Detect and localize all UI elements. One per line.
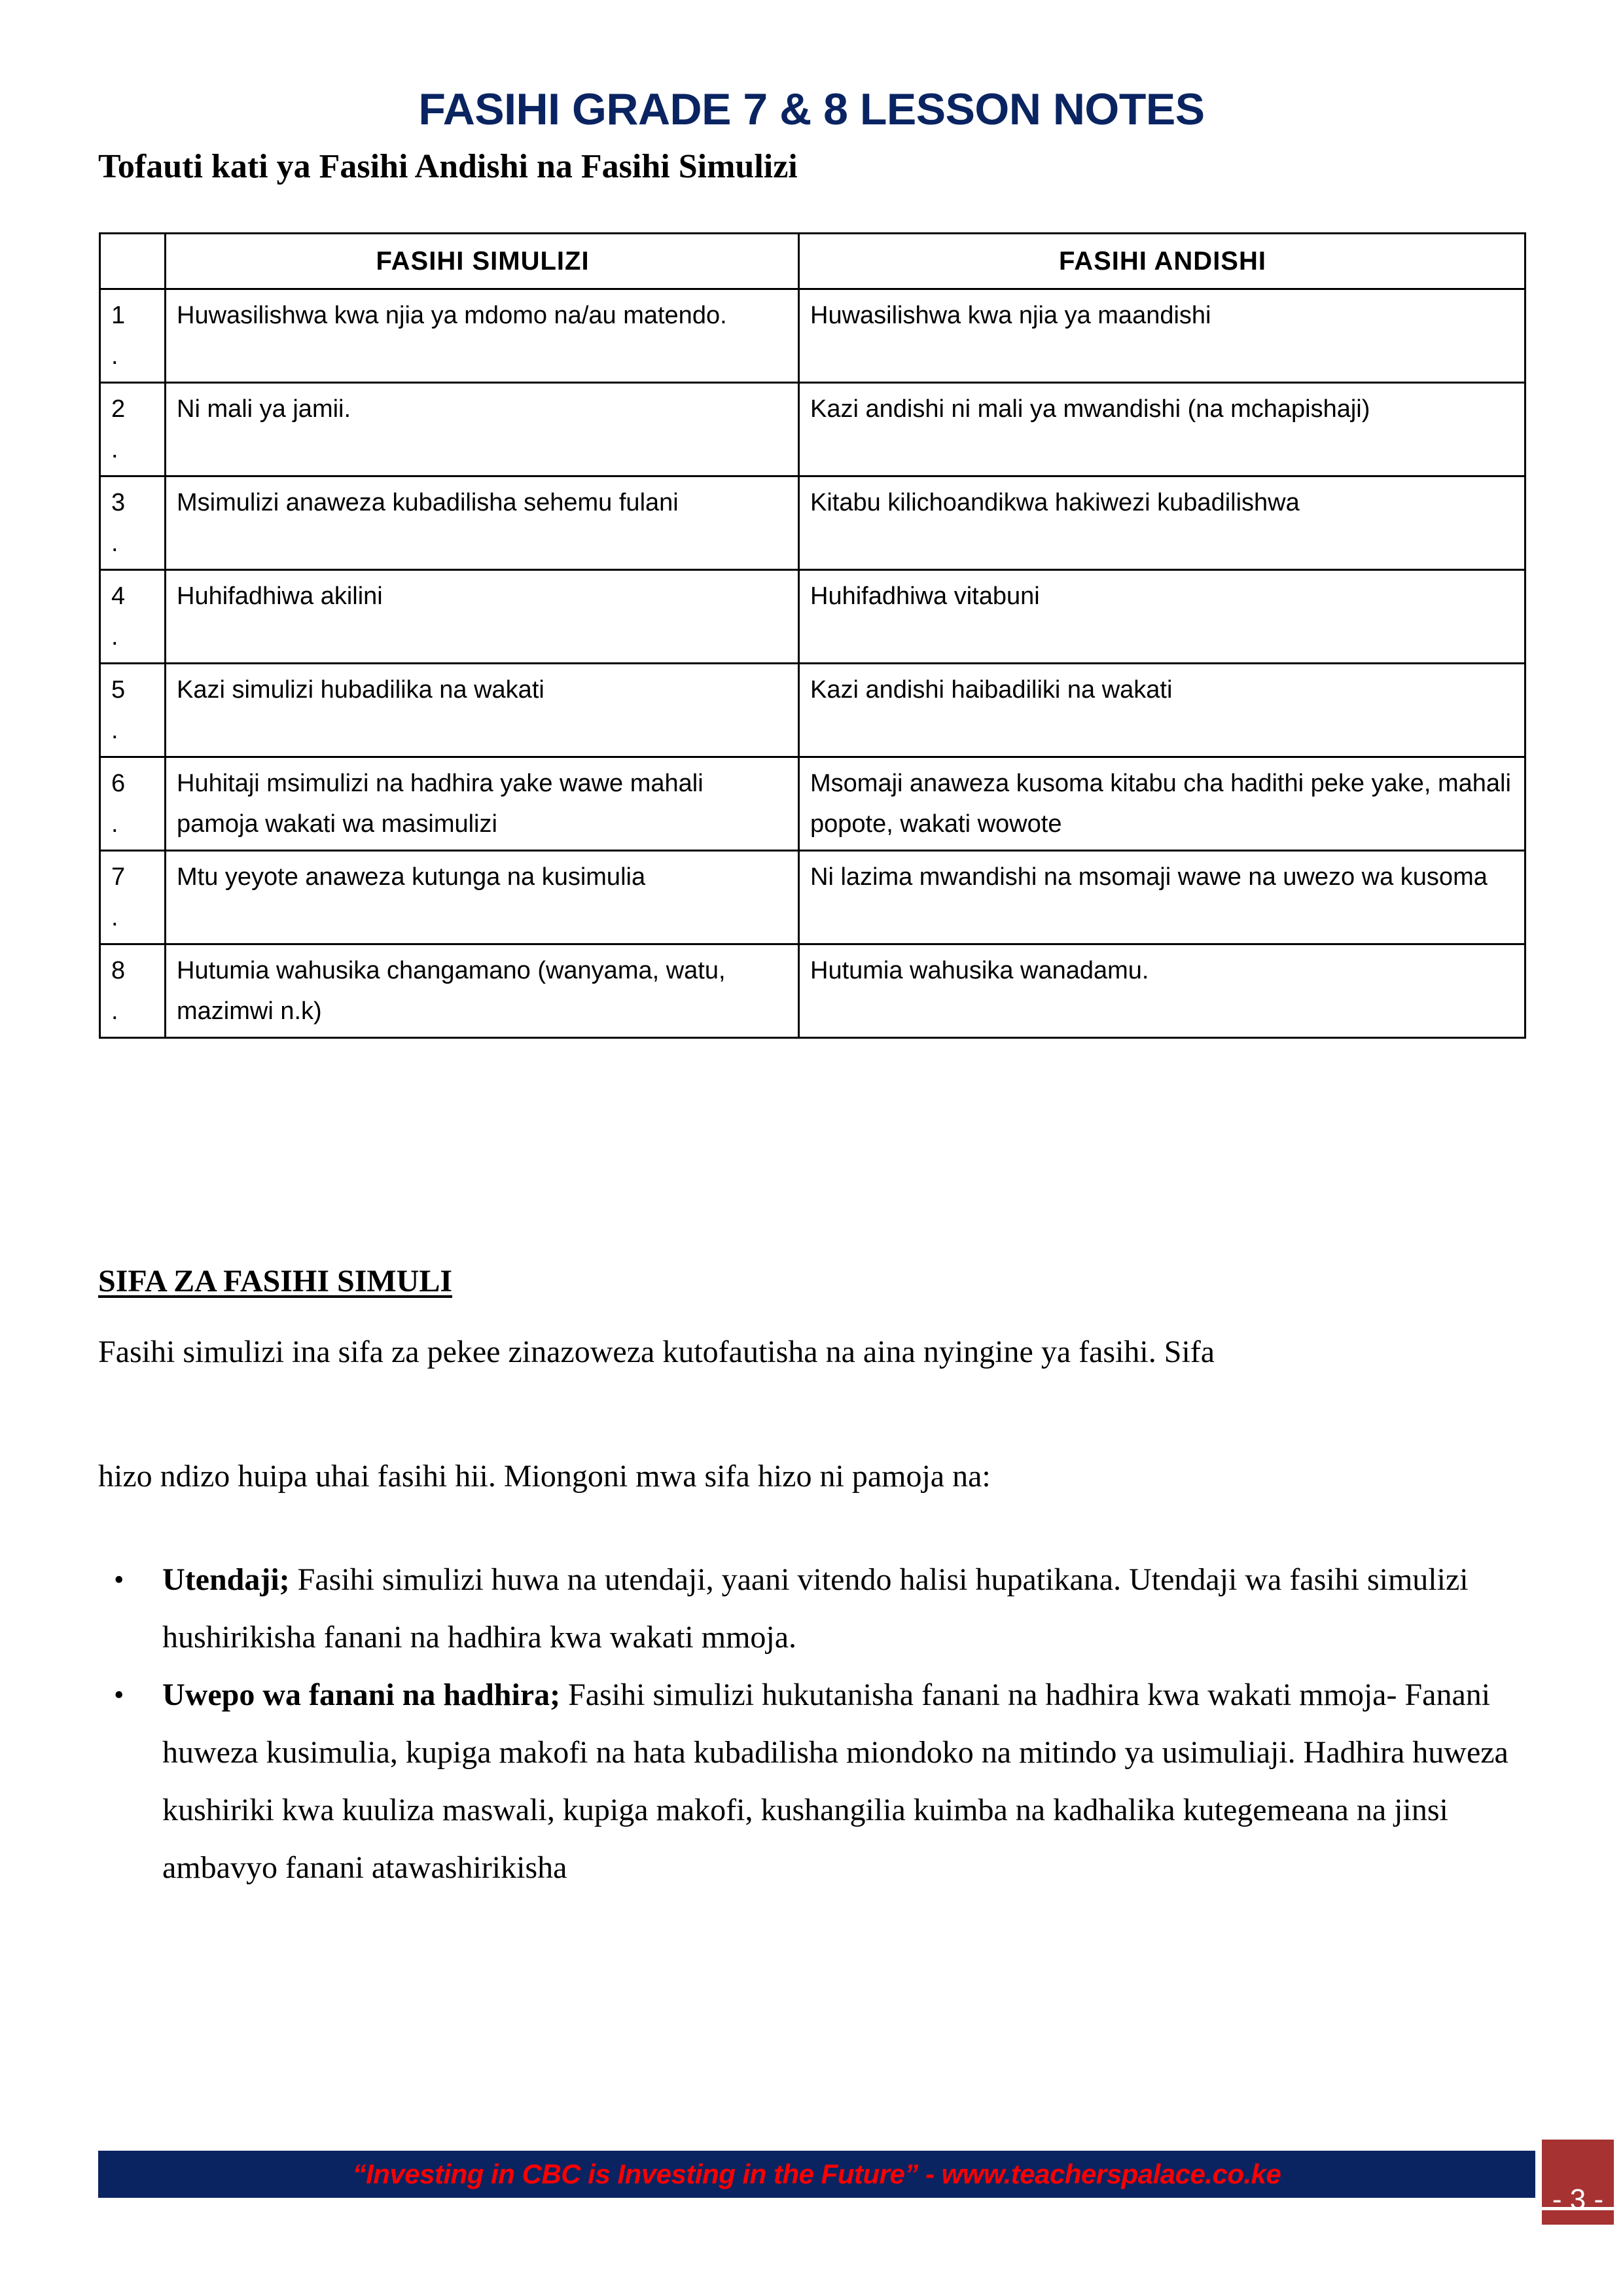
row-number [100,851,166,944]
cell-andishi-text: Hutumia wahusika wanadamu. [810,957,1149,984]
page-subtitle: Tofauti kati ya Fasihi Andishi na Fasihi Simulizi [98,148,798,185]
cell-simulizi [166,851,799,944]
row-number [100,944,166,1038]
table-row [100,476,1525,570]
row-number-digit: 4 [111,583,126,610]
cell-andishi [799,664,1525,757]
comparison-table [99,232,1526,1039]
row-number [100,664,166,757]
cell-simulizi [166,289,799,383]
row-number-dot: . [111,717,118,744]
section-paragraph-2: hizo ndizo huipa uhai fasihi hii. Miongoni mwa sifa hizo ni pamoja na: [98,1459,991,1494]
cell-simulizi-text: Kazi simulizi hubadilika na wakati [177,676,544,704]
bullet-icon: • [114,1679,124,1711]
row-number-dot: . [111,342,118,370]
column-header-fasihi-simulizi: FASIHI SIMULIZI [166,234,799,289]
section-heading-sifa-za-fasihi-simuli: SIFA ZA FASIHI SIMULI [98,1264,453,1299]
cell-simulizi [166,383,799,476]
row-number-dot: . [111,436,118,463]
bullet-body-text: Fasihi simulizi huwa na utendaji, yaani vitendo halisi hupatikana. Utendaji wa fasihi simulizi hushirikisha fanani na hadhira kwa wakati mmoja. [162,1562,1469,1655]
cell-andishi-text: Kazi andishi ni mali ya mwandishi (na mchapishaji) [810,395,1370,423]
cell-andishi [799,944,1525,1038]
table-row [100,664,1525,757]
page-number-badge [1542,2140,1614,2225]
row-number-digit: 8 [111,957,126,984]
cell-andishi-text: Msomaji anaweza kusoma kitabu cha hadithi peke yake, mahali popote, wakati wowote [810,770,1511,838]
row-number-digit: 7 [111,863,126,891]
table-row [100,289,1525,383]
cell-andishi [799,476,1525,570]
cell-andishi-text: Kitabu kilichoandikwa hakiwezi kubadilishwa [810,489,1300,516]
bullet-body-text: Fasihi simulizi hukutanisha fanani na hadhira kwa wakati mmoja- Fanani huweza kusimulia, kupiga makofi na hata kubadilisha miondoko na mitindo ya usimuliaji. Hadhira huweza kushiriki kwa kuuliza maswali, kupiga makofi, kushangilia kuimba na kadhalika kutegemeana na jinsi ambavyo fanani atawashirikisha [162,1677,1508,1885]
cell-andishi-text: Huwasilishwa kwa njia ya maandishi [810,302,1211,329]
cell-andishi-text: Kazi andishi haibadiliki na wakati [810,676,1173,704]
cell-simulizi-text: Ni mali ya jamii. [177,395,351,423]
bullet-icon: • [114,1564,124,1596]
cell-andishi [799,383,1525,476]
row-number-dot: . [111,529,118,557]
cell-simulizi-text: Huhifadhiwa akilini [177,583,383,610]
sifa-bullet-list [98,1551,1538,1897]
cell-andishi [799,757,1525,851]
cell-andishi [799,289,1525,383]
row-number [100,757,166,851]
row-number-digit: 5 [111,676,126,704]
table-header-row [100,234,1525,289]
cell-simulizi-text: Mtu yeyote anaweza kutunga na kusimulia [177,863,646,891]
cell-simulizi [166,476,799,570]
row-number-dot: . [111,623,118,651]
footer-tagline: “Investing in CBC is Investing in the Future” - www.teacherspalace.co.ke [352,2159,1281,2189]
column-header-number [100,234,166,289]
list-item [98,1551,1538,1666]
row-number-digit: 6 [111,770,126,797]
table-row [100,757,1525,851]
cell-andishi-text: Huhifadhiwa vitabuni [810,583,1040,610]
bullet-lead-term: Uwepo wa fanani na hadhira; [162,1677,561,1712]
cell-simulizi-text: Huwasilishwa kwa njia ya mdomo na/au matendo. [177,302,727,329]
row-number [100,383,166,476]
cell-simulizi-text: Hutumia wahusika changamano (wanyama, watu, mazimwi n.k) [177,957,726,1025]
bullet-lead-term: Utendaji; [162,1562,290,1597]
table-header [100,234,1525,289]
cell-simulizi-text: Huhitaji msimulizi na hadhira yake wawe mahali pamoja wakati wa masimulizi [177,770,704,838]
row-number [100,570,166,664]
table-row [100,944,1525,1038]
cell-simulizi [166,664,799,757]
row-number [100,476,166,570]
row-number-digit: 3 [111,489,126,516]
cell-simulizi [166,570,799,664]
page-title: FASIHI GRADE 7 & 8 LESSON NOTES [418,84,1205,134]
section-paragraph-1: Fasihi simulizi ina sifa za pekee zinazoweza kutofautisha na aina nyingine ya fasihi. Sifa [98,1335,1215,1369]
column-header-fasihi-andishi: FASIHI ANDISHI [799,234,1525,289]
table-row [100,851,1525,944]
row-number-digit: 2 [111,395,126,423]
cell-andishi [799,570,1525,664]
table-body [100,289,1525,1038]
table-row [100,383,1525,476]
cell-simulizi [166,757,799,851]
table-row [100,570,1525,664]
list-item [98,1666,1538,1897]
cell-andishi [799,851,1525,944]
row-number-dot: . [111,904,118,931]
row-number-dot: . [111,997,118,1025]
row-number [100,289,166,383]
row-number-dot: . [111,810,118,838]
footer-banner [98,2151,1535,2198]
cell-simulizi-text: Msimulizi anaweza kubadilisha sehemu fulani [177,489,679,516]
cell-simulizi [166,944,799,1038]
page-number-text: - 3 - [1552,2183,1604,2215]
cell-andishi-text: Ni lazima mwandishi na msomaji wawe na uwezo wa kusoma [810,863,1488,891]
row-number-digit: 1 [111,302,126,329]
